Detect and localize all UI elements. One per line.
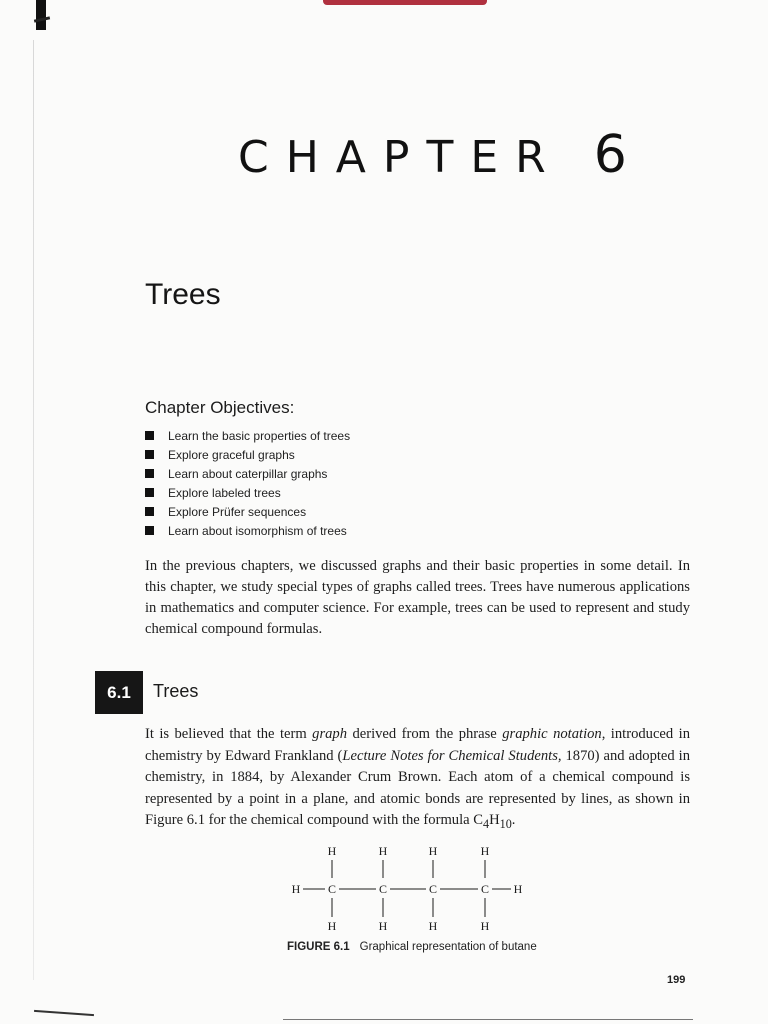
figure-caption-text: Graphical representation of butane (359, 941, 537, 953)
objectives-list (145, 426, 350, 540)
scan-corner-mark (36, 0, 46, 30)
chapter-heading (238, 125, 638, 185)
intro-paragraph: In the previous chapters, we discussed graphs and their basic properties in some detail. In this chapter, we study special types of graphs called trees. Trees have numerous applications in mathematics and computer science. For example, trees can be used to represent and study chemical compound formulas. (145, 558, 690, 637)
objective-item: Learn about caterpillar graphs (145, 464, 350, 483)
hydrogen-atom: H (327, 844, 337, 858)
section-number-badge: 6.1 (95, 671, 143, 714)
page-left-edge (33, 40, 34, 980)
objective-item: Explore Prüfer sequences (145, 502, 350, 521)
hydrogen-atom: H (327, 919, 337, 933)
carbon-atom: C (480, 882, 490, 896)
objective-item: Learn about isomorphism of trees (145, 521, 350, 540)
chapter-number: 6 (593, 125, 627, 185)
square-bullet-icon (145, 526, 154, 535)
carbon-atom: C (378, 882, 388, 896)
carbon-atom: C (327, 882, 337, 896)
figure-label: FIGURE 6.1 (287, 941, 350, 953)
square-bullet-icon (145, 488, 154, 497)
scan-tab-mark (323, 0, 487, 5)
term-graph: graph (312, 726, 348, 742)
hydrogen-atom: H (480, 844, 490, 858)
objective-item: Learn the basic properties of trees (145, 426, 350, 445)
term-graphic-notation: graphic notation (502, 726, 602, 742)
carbon-atom: C (428, 882, 438, 896)
book-title: Lecture Notes for Chemical Students, (342, 747, 562, 764)
hydrogen-atom: H (480, 919, 490, 933)
hydrogen-atom: H (291, 882, 301, 896)
section-title: Trees (153, 681, 199, 701)
objective-item: Explore graceful graphs (145, 445, 350, 464)
page-bottom-rule (283, 1019, 693, 1020)
objective-item: Explore labeled trees (145, 483, 350, 502)
section-body-paragraph: It is believed that the term graph derived from the phrase graphic notation, introduced in chemistry by Edward Frankland (Lecture Notes for Chemical Students, 1870) and adopted in chemistry, in 1884, by Alexander Crum Brown. Each atom of a chemical compound is represented by a point in a plane, and atomic bonds are represented by lines, as shown in Figure 6.1 for the chemical compound with the formula $C_4H_{10}$. (145, 726, 691, 831)
scan-bottom-mark (34, 1010, 94, 1016)
hydrogen-atom: H (428, 844, 438, 858)
square-bullet-icon (145, 507, 154, 516)
objectives-heading: Chapter Objectives: (145, 398, 295, 417)
hydrogen-atom: H (428, 919, 438, 933)
square-bullet-icon (145, 450, 154, 459)
hydrogen-atom: H (378, 919, 388, 933)
chapter-title: Trees (145, 278, 221, 311)
figure-caption (287, 941, 537, 953)
chapter-word: CHAPTER (238, 132, 563, 183)
hydrogen-atom: H (378, 844, 388, 858)
square-bullet-icon (145, 469, 154, 478)
square-bullet-icon (145, 431, 154, 440)
hydrogen-atom: H (513, 882, 523, 896)
butane-structure-diagram (280, 838, 540, 938)
page-number: 199 (667, 974, 686, 986)
